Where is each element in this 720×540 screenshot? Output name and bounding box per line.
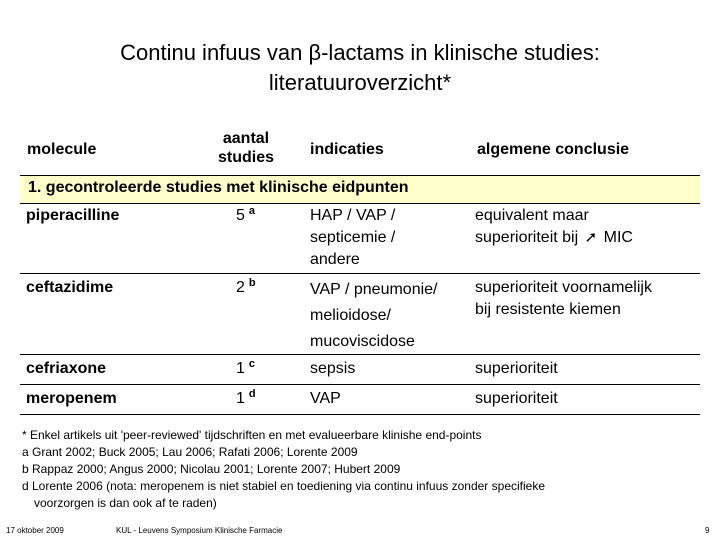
- conclusion-line: superioriteit voornamelijk: [475, 279, 652, 296]
- ref-letter: d: [248, 388, 256, 400]
- header-aantal-studies: [200, 129, 292, 167]
- conclusion-line: superioriteit: [475, 390, 558, 407]
- footer-page-number: 9: [705, 526, 710, 535]
- indication-line: VAP: [310, 390, 341, 407]
- table-row: [20, 275, 700, 355]
- cell-molecule: cefriaxone: [26, 360, 107, 377]
- cell-indications: [310, 358, 470, 380]
- footnote-a: a Grant 2002; Buck 2005; Lau 2006; Rafati 2006; Lorente 2009: [22, 445, 358, 459]
- cell-indications: [310, 205, 470, 271]
- table-row: [20, 356, 700, 385]
- count-value: 2: [236, 279, 245, 296]
- footnote-d-continued: voorzorgen is dan ook af te raden): [34, 496, 217, 510]
- indication-line: sepsis: [310, 360, 356, 377]
- ref-letter: a: [248, 205, 256, 217]
- cell-conclusion: [475, 358, 700, 380]
- cell-indications: [310, 388, 470, 410]
- table-row: [20, 203, 700, 274]
- cell-molecule: piperacilline: [26, 207, 120, 224]
- ref-letter: b: [248, 277, 256, 289]
- indication-line: andere: [310, 251, 360, 268]
- header-aantal-line1: aantal: [222, 130, 270, 147]
- slide-title: [0, 38, 720, 98]
- conclusion-line: superioriteit: [475, 360, 558, 377]
- section-label: 1. gecontroleerde studies met klinische eidpunten: [28, 179, 409, 196]
- cell-conclusion: [475, 277, 700, 321]
- header-aantal-line2: studies: [217, 149, 274, 166]
- conclusion-line: bij resistente kiemen: [475, 301, 621, 318]
- section-band: [20, 175, 700, 204]
- conclusion-text: superioriteit bij: [475, 229, 579, 246]
- indication-line: septicemie /: [310, 229, 396, 246]
- indication-line: mucoviscidose: [310, 333, 415, 350]
- header-indicaties: indicaties: [310, 141, 384, 158]
- indication-line: HAP / VAP /: [310, 207, 396, 224]
- cell-count: [236, 205, 255, 228]
- conclusion-line: [475, 227, 700, 249]
- cell-count: [236, 388, 256, 411]
- ref-letter: c: [248, 358, 256, 370]
- footer-event: KUL - Leuvens Symposium Klinische Farmacie: [116, 526, 283, 535]
- table-row: [20, 386, 700, 415]
- cell-conclusion: [475, 205, 700, 249]
- title-line-1: Continu infuus van β-lactams in klinische studies:: [120, 40, 600, 65]
- cell-indications: [310, 277, 470, 355]
- count-value: 1: [236, 390, 245, 407]
- cell-count: [236, 358, 255, 381]
- cell-conclusion: [475, 388, 700, 410]
- cell-molecule: ceftazidime: [26, 279, 114, 296]
- cell-count: [236, 277, 256, 300]
- indication-line: VAP / pneumonie/: [310, 281, 438, 298]
- count-value: 1: [236, 360, 245, 377]
- footnote-d: d Lorente 2006 (nota: meropenem is niet stabiel en toediening via continu infuus zonder specifieke: [22, 479, 546, 493]
- footer-date: 17 oktober 2009: [6, 526, 64, 535]
- cell-molecule: meropenem: [26, 390, 117, 407]
- footnote-star: * Enkel artikels uit 'peer-reviewed' tijdschriften en met evalueerbare klinishe end-points: [22, 428, 482, 442]
- conclusion-text: MIC: [603, 229, 633, 246]
- footnote-b: b Rappaz 2000; Angus 2000; Nicolau 2001; Lorente 2007; Hubert 2009: [22, 462, 401, 476]
- arrow-up-right-icon: ➚: [584, 229, 598, 246]
- header-molecule: molecule: [27, 141, 97, 158]
- count-value: 5: [236, 207, 245, 224]
- footnotes: [22, 427, 702, 512]
- conclusion-line: equivalent maar: [475, 207, 589, 224]
- indication-line: melioidose/: [310, 307, 391, 324]
- header-conclusie: algemene conclusie: [477, 141, 630, 158]
- title-line-2: literatuuroverzicht*: [268, 70, 452, 95]
